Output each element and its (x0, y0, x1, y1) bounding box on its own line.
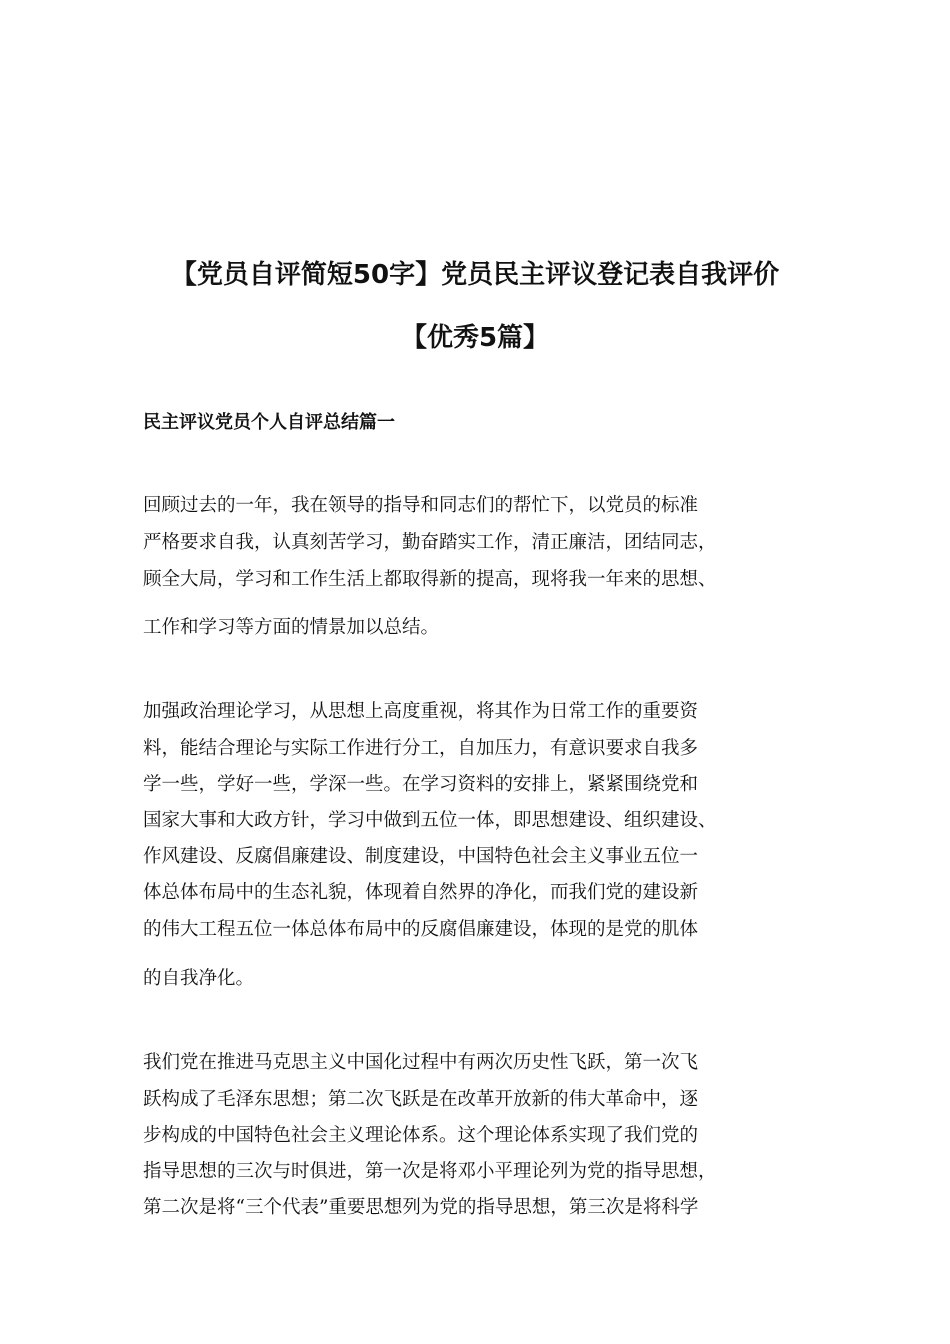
paragraph-3-line: 我们党在推进马克思主义中国化过程中有两次历史性飞跃，第一次飞 (143, 1052, 699, 1073)
document-title-line-1: 【党员自评简短50字】党员民主评议登记表自我评价 (170, 260, 780, 290)
paragraph-2-line: 作风建设、反腐倡廉建设、制度建设，中国特色社会主义事业五位一 (143, 846, 699, 867)
paragraph-1-line: 严格要求自我，认真刻苦学习，勤奋踏实工作，清正廉洁，团结同志， (143, 532, 717, 553)
paragraph-1-line: 工作和学习等方面的情景加以总结。 (143, 617, 440, 638)
paragraph-2-line: 国家大事和大政方针，学习中做到五位一体，即思想建设、组织建设、 (143, 810, 717, 831)
document-title-line-2: 【优秀5篇】 (400, 323, 550, 353)
paragraph-2-line: 料，能结合理论与实际工作进行分工，自加压力，有意识要求自我多 (143, 738, 699, 759)
paragraph-1-line: 顾全大局，学习和工作生活上都取得新的提高，现将我一年来的思想、 (143, 569, 717, 590)
paragraph-3-line: 跃构成了毛泽东思想；第二次飞跃是在改革开放新的伟大革命中，逐 (143, 1089, 699, 1110)
section-heading: 民主评议党员个人自评总结篇一 (143, 412, 395, 433)
paragraph-2-line: 的自我净化。 (143, 968, 255, 989)
paragraph-2-line: 加强政治理论学习，从思想上高度重视，将其作为日常工作的重要资 (143, 701, 699, 722)
paragraph-3-line: 步构成的中国特色社会主义理论体系。这个理论体系实现了我们党的 (143, 1125, 699, 1146)
paragraph-2-line: 体总体布局中的生态礼貌，体现着自然界的净化，而我们党的建设新 (143, 882, 699, 903)
paragraph-3-line: 第二次是将“三个代表”重要思想列为党的指导思想，第三次是将科学 (143, 1197, 699, 1218)
paragraph-2-line: 的伟大工程五位一体总体布局中的反腐倡廉建设，体现的是党的肌体 (143, 919, 699, 940)
paragraph-1-line: 回顾过去的一年，我在领导的指导和同志们的帮忙下，以党员的标准 (143, 495, 699, 516)
paragraph-3-line: 指导思想的三次与时俱进，第一次是将邓小平理论列为党的指导思想， (143, 1161, 717, 1182)
paragraph-2-line: 学一些，学好一些，学深一些。在学习资料的安排上，紧紧围绕党和 (143, 774, 699, 795)
